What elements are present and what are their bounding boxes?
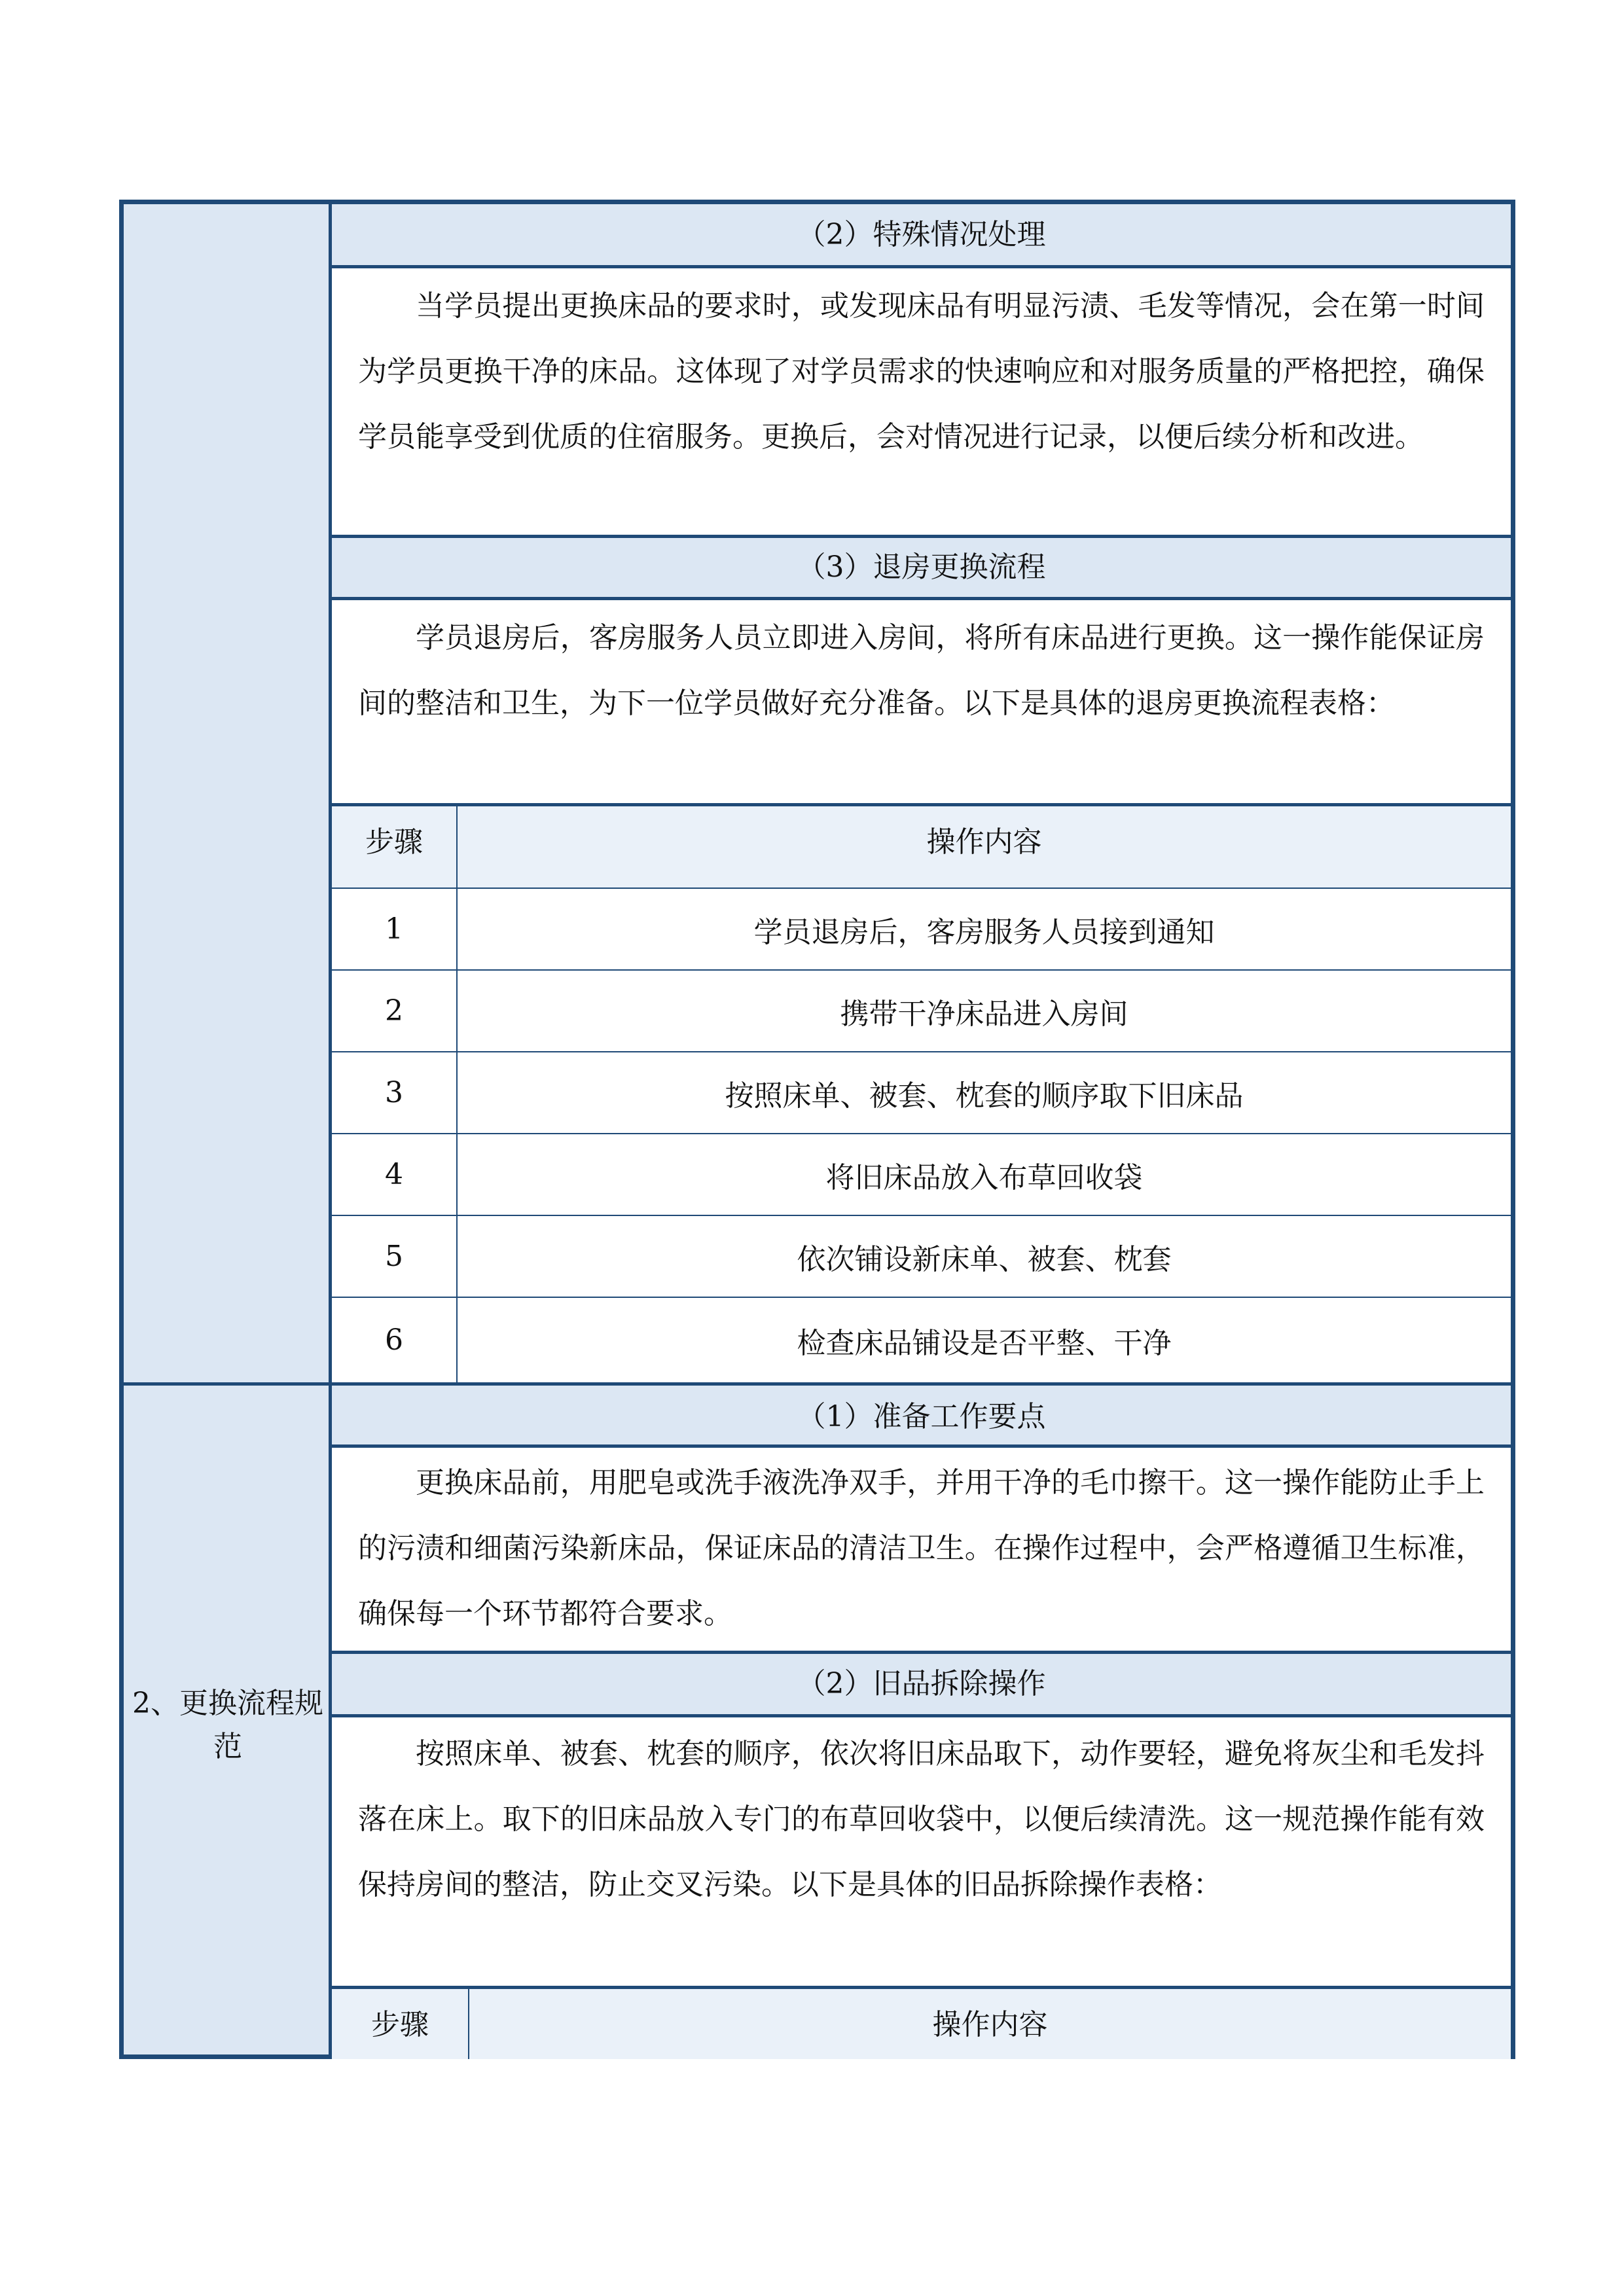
removal-steps-table bbox=[332, 1989, 1511, 2059]
table-row bbox=[332, 1215, 1511, 1297]
table-header-row bbox=[332, 806, 1511, 888]
step-content: 将旧床品放入布草回收袋 bbox=[457, 1134, 1511, 1215]
process-table-frame bbox=[119, 200, 1515, 2059]
table-row bbox=[332, 1297, 1511, 1382]
step-content: 携带干净床品进入房间 bbox=[457, 970, 1511, 1052]
prep-text: 更换床品前，用肥皂或洗手液洗净双手，并用干净的毛巾擦干。这一操作能防止手上的污渍和细菌污染新床品，保证床品的清洁卫生。在操作过程中，会严格遵循卫生标准，确保每一个环节都符合要求。 bbox=[332, 1448, 1511, 1654]
removal-header: （2）旧品拆除操作 bbox=[332, 1654, 1511, 1717]
step-number: 3 bbox=[332, 1052, 457, 1134]
checkout-process-header: （3）退房更换流程 bbox=[332, 538, 1511, 600]
section-label-process-spec: 2、更换流程规范 bbox=[132, 1687, 323, 1763]
column-header-content: 操作内容 bbox=[932, 2008, 1048, 2041]
special-handling-header: （2）特殊情况处理 bbox=[332, 204, 1511, 268]
step-number: 4 bbox=[332, 1134, 457, 1215]
step-content: 按照床单、被套、枕套的顺序取下旧床品 bbox=[457, 1052, 1511, 1134]
step-content: 依次铺设新床单、被套、枕套 bbox=[457, 1215, 1511, 1297]
table-row bbox=[332, 1052, 1511, 1134]
column-header-step: 步骤 bbox=[332, 806, 457, 888]
table-header-row bbox=[332, 1989, 1511, 2059]
step-number: 2 bbox=[332, 970, 457, 1052]
table-row bbox=[332, 1134, 1511, 1215]
section-label-column bbox=[124, 204, 332, 2054]
checkout-steps-table bbox=[332, 806, 1511, 1382]
content-column-lower bbox=[332, 1382, 1511, 2054]
column-header-content: 操作内容 bbox=[457, 806, 1511, 888]
step-content: 学员退房后，客房服务人员接到通知 bbox=[457, 888, 1511, 970]
prep-header: （1）准备工作要点 bbox=[332, 1382, 1511, 1448]
column-header-step: 步骤 bbox=[332, 1989, 469, 2059]
removal-text: 按照床单、被套、枕套的顺序，依次将旧床品取下，动作要轻，避免将灰尘和毛发抖落在床上。取下的旧床品放入专门的布草回收袋中，以便后续清洗。这一规范操作能有效保持房间的整洁，防止交叉污染。以下是具体的旧品拆除操作表格： bbox=[332, 1717, 1511, 1989]
step-number: 6 bbox=[332, 1297, 457, 1382]
table-row bbox=[332, 970, 1511, 1052]
step-content: 检查床品铺设是否平整、干净 bbox=[797, 1326, 1172, 1360]
special-handling-text: 当学员提出更换床品的要求时，或发现床品有明显污渍、毛发等情况，会在第一时间为学员更换干净的床品。这体现了对学员需求的快速响应和对服务质量的严格把控，确保学员能享受到优质的住宿服务。更换后，会对情况进行记录，以便后续分析和改进。 bbox=[332, 268, 1511, 538]
step-number: 1 bbox=[332, 888, 457, 970]
step-number: 5 bbox=[332, 1215, 457, 1297]
checkout-process-text: 学员退房后，客房服务人员立即进入房间，将所有床品进行更换。这一操作能保证房间的整洁和卫生，为下一位学员做好充分准备。以下是具体的退房更换流程表格： bbox=[332, 600, 1511, 806]
section-divider bbox=[124, 1382, 332, 1386]
table-row bbox=[332, 888, 1511, 970]
